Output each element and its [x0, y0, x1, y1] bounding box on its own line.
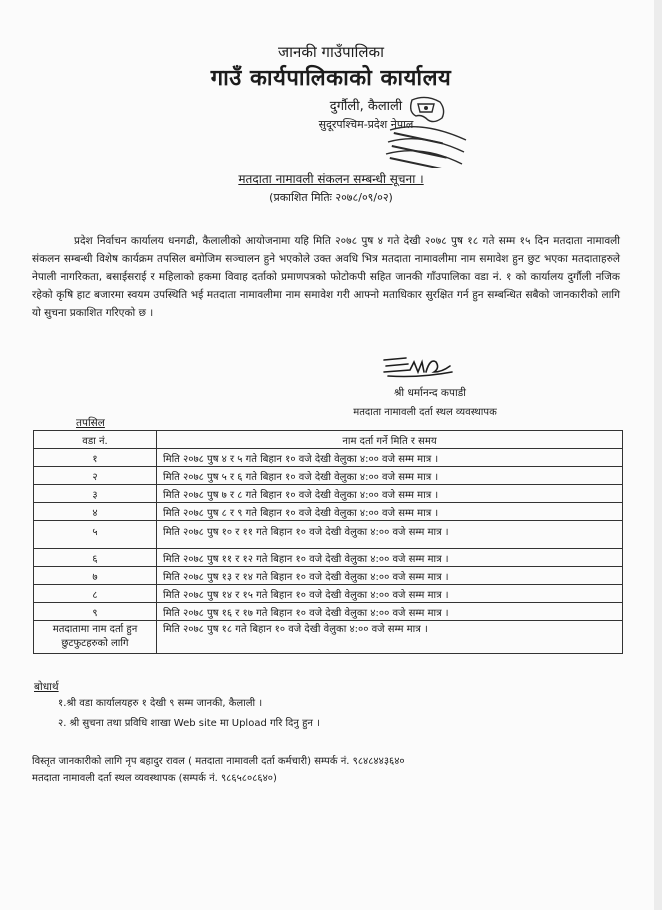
table-row: [34, 449, 623, 467]
contact-line: विस्तृत जानकारीको लागि नृप बहादुर रावल ( मतदाता नामावली दर्ता कर्मचारी) सम्पर्क नं. ९८४८४४३६४०: [32, 756, 405, 767]
contact-line: मतदाता नामावली दर्ता स्थल व्यवस्थापक (सम्पर्क नं. ९८६५८०८६४०): [32, 773, 277, 784]
office-location: दुर्गौली, कैलाली: [329, 99, 403, 114]
page-edge-shadow: [654, 0, 662, 910]
table-header-row: [34, 431, 623, 449]
details-label: तपसिल: [76, 417, 105, 429]
time-cell: मिति २०७८ पुष १० र ११ गते बिहान १० वजे देखी वेलुका ४:०० वजे सम्म मात्र ।: [157, 521, 623, 549]
notice-subject-text: मतदाता नामावली संकलन सम्बन्धी सूचना ।: [238, 172, 424, 186]
ward-cell: ३: [34, 485, 157, 503]
notice-published-date: (प्रकाशित मितिः २०७८/०९/०२): [269, 191, 393, 204]
notice-body: प्रदेश निर्वाचन कार्यालय धनगढी, कैलालीको आयोजनामा यहि मिति २०७८ पुष ४ गते देखी २०७८ पुष १८ गते सम्म १५ दिन मतदाता नामावली संकलन सम्बन्धी विशेष कार्यक्रम तपसिल बमोजिम सञ्चालन हुने भएकोले उक्त अवधि भित्र मतदाता नामावलीमा नाम समावेश हुन छुट भएका मतदाताहरुले नेपाली नागरिकता, बसाईसराई र महिलाको हकमा विवाह दर्ताको प्रमाणपत्रको फोटोकपी सहित जानकी गाँउपालिका वडा नं. १ को कार्यालय दुर्गौली नजिक रहेको कृषि हाट बजारमा स्वयम उपस्थिति भई मतदाता नामावलीमा नाम समावेश गरी आफ्नो मताधिकार सुरक्षित गर्न हुन सम्बन्धित सबैको जानकारीको लागि यो सुचना प्रकाशित गरिएको छ ।: [32, 235, 620, 319]
time-cell: मिति २०७८ पुष १६ र १७ गते बिहान १० वजे देखी वेलुका ४:०० वजे सम्म मात्र ।: [157, 603, 623, 621]
time-cell: मिति २०७८ पुष १४ र १५ गते बिहान १० वजे देखी वेलुका ४:०० वजे सम्म मात्र ।: [157, 585, 623, 603]
table-row: [34, 567, 623, 585]
table-row: [34, 585, 623, 603]
column-header-time: नाम दर्ता गर्ने मिति र समय: [157, 431, 623, 449]
ward-cell: ७: [34, 567, 157, 585]
signer-title: मतदाता नामावली दर्ता स्थल व्यवस्थापक: [353, 407, 497, 418]
time-cell: मिति २०७८ पुष ११ र १२ गते बिहान १० वजे देखी वेलुका ४:०० वजे सम्म मात्र ।: [157, 549, 623, 567]
table-row: [34, 521, 623, 549]
time-cell: मिति २०७८ पुष १८ गते बिहान १० वजे देखी वेलुका ४:०० वजे सम्म मात्र ।: [157, 621, 623, 654]
attention-label: बोधार्थ: [34, 681, 59, 693]
time-cell: मिति २०७८ पुष १३ र १४ गते बिहान १० वजे देखी वेलुका ४:०० वजे सम्म मात्र ।: [157, 567, 623, 585]
ward-cell: मतदातामा नाम दर्ता हुन छुटफुटहरुको लागि: [34, 621, 157, 654]
table-row: [34, 603, 623, 621]
ward-cell: १: [34, 449, 157, 467]
time-cell: मिति २०७८ पुष ५ र ६ गते बिहान १० वजे देखी वेलुका ४:०० वजे सम्म मात्र ।: [157, 467, 623, 485]
table-row: [34, 467, 623, 485]
office-seal-stamp: [382, 90, 470, 168]
attention-item: १.श्री वडा कार्यालयहरु १ देखी ९ सम्म जानकी, कैलाली ।: [58, 698, 263, 709]
time-cell: मिति २०७८ पुष ७ र ८ गते बिहान १० वजे देखी वेलुका ४:०० वजे सम्म मात्र ।: [157, 485, 623, 503]
table-row: [34, 621, 623, 654]
ward-cell: ६: [34, 549, 157, 567]
office-title: गाउँ कार्यपालिकाको कार्यालय: [210, 66, 452, 91]
time-cell: मिति २०७८ पुष ८ र ९ गते बिहान १० वजे देखी वेलुका ४:०० वजे सम्म मात्र ।: [157, 503, 623, 521]
ward-cell: ४: [34, 503, 157, 521]
column-header-ward: वडा नं.: [34, 431, 157, 449]
table-row: [34, 549, 623, 567]
table-row: [34, 503, 623, 521]
attention-item: २. श्री सुचना तथा प्रविधि शाखा Web site मा Upload गरि दिनु हुन ।: [58, 718, 320, 729]
office-province: सुदूरपश्चिम-प्रदेश नेपाल: [318, 118, 414, 131]
schedule-table: [33, 430, 623, 654]
notice-subject: [0, 170, 662, 187]
ward-cell: ५: [34, 521, 157, 549]
table-row: [34, 485, 623, 503]
ward-cell: ८: [34, 585, 157, 603]
ward-cell: ९: [34, 603, 157, 621]
signer-name: श्री धर्मानन्द कपाडी: [393, 387, 467, 399]
time-cell: मिति २०७८ पुष ४ र ५ गते बिहान १० वजे देखी वेलुका ४:०० वजे सम्म मात्र ।: [157, 449, 623, 467]
ward-cell: २: [34, 467, 157, 485]
signature-mark: [380, 350, 460, 380]
office-name: जानकी गाउँपालिका: [278, 43, 384, 61]
